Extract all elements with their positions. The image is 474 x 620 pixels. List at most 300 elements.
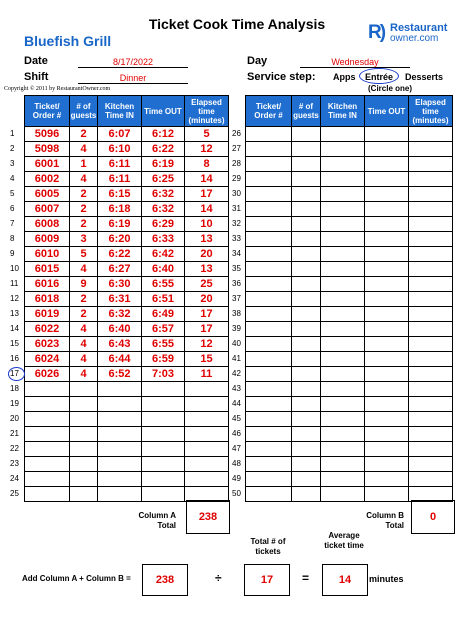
cell-empty[interactable] (409, 412, 453, 427)
cell-empty[interactable] (292, 442, 321, 457)
cell-empty[interactable] (409, 307, 453, 322)
cell-ticket[interactable]: 5098 (25, 142, 70, 157)
cell-elapsed[interactable]: 12 (185, 142, 229, 157)
cell-empty[interactable] (246, 172, 292, 187)
cell-guests[interactable]: 2 (70, 292, 98, 307)
cell-guests[interactable] (70, 427, 98, 442)
cell-elapsed[interactable] (185, 442, 229, 457)
cell-empty[interactable] (292, 142, 321, 157)
cell-out[interactable] (142, 412, 185, 427)
cell-elapsed[interactable]: 20 (185, 247, 229, 262)
cell-empty[interactable] (321, 412, 365, 427)
sum-box: 238 (142, 564, 188, 596)
cell-out[interactable]: 6:32 (142, 187, 185, 202)
row-number: 6 (10, 204, 15, 213)
cell-guests[interactable]: 1 (70, 157, 98, 172)
cell-empty[interactable] (409, 337, 453, 352)
cell-in[interactable]: 6:11 (98, 172, 142, 187)
cell-elapsed[interactable]: 20 (185, 292, 229, 307)
cell-empty[interactable] (365, 367, 409, 382)
cell-empty[interactable] (246, 202, 292, 217)
cell-in[interactable] (98, 457, 142, 472)
cell-empty[interactable] (246, 187, 292, 202)
cell-elapsed[interactable]: 14 (185, 202, 229, 217)
cell-in[interactable]: 6:44 (98, 352, 142, 367)
cell-empty[interactable] (321, 367, 365, 382)
cell-ticket[interactable]: 6015 (25, 262, 70, 277)
cell-empty[interactable] (321, 157, 365, 172)
cell-guests[interactable]: 4 (70, 262, 98, 277)
cell-ticket[interactable]: 6005 (25, 187, 70, 202)
cell-empty[interactable] (409, 442, 453, 457)
cell-out[interactable]: 6:12 (142, 127, 185, 142)
cell-empty[interactable] (321, 247, 365, 262)
row-number: 31 (232, 204, 241, 213)
business-name: Bluefish Grill (24, 33, 112, 49)
cell-in[interactable] (98, 397, 142, 412)
table-row (25, 172, 229, 187)
cell-ticket[interactable] (25, 472, 70, 487)
cell-in[interactable] (98, 487, 142, 502)
cell-out[interactable]: 6:51 (142, 292, 185, 307)
cell-elapsed[interactable]: 5 (185, 127, 229, 142)
cell-guests[interactable]: 4 (70, 172, 98, 187)
cell-empty[interactable] (321, 262, 365, 277)
table-row (25, 427, 229, 442)
cell-empty[interactable] (365, 397, 409, 412)
cell-empty[interactable] (246, 232, 292, 247)
cell-empty[interactable] (292, 127, 321, 142)
cell-empty[interactable] (292, 337, 321, 352)
row-number: 41 (232, 354, 241, 363)
cell-in[interactable] (98, 472, 142, 487)
cell-out[interactable]: 6:40 (142, 262, 185, 277)
cell-empty[interactable] (365, 232, 409, 247)
cell-out[interactable]: 6:25 (142, 172, 185, 187)
col-elapsed-header: Elapsed time (minutes) (185, 96, 229, 127)
average-time-box: 14 (322, 564, 368, 596)
cell-empty[interactable] (409, 427, 453, 442)
cell-out[interactable]: 6:55 (142, 337, 185, 352)
cell-empty[interactable] (246, 427, 292, 442)
row-number: 19 (10, 399, 19, 408)
cell-empty[interactable] (409, 457, 453, 472)
cell-in[interactable]: 6:11 (98, 157, 142, 172)
cell-out[interactable]: 6:22 (142, 142, 185, 157)
total-tickets-label: Total # of tickets (250, 537, 286, 556)
cell-out[interactable]: 7:03 (142, 367, 185, 382)
cell-elapsed[interactable]: 11 (185, 367, 229, 382)
cell-out[interactable] (142, 382, 185, 397)
cell-empty[interactable] (409, 172, 453, 187)
cell-guests[interactable] (70, 397, 98, 412)
cell-ticket[interactable] (25, 427, 70, 442)
cell-elapsed[interactable] (185, 472, 229, 487)
cell-empty[interactable] (246, 157, 292, 172)
cell-empty[interactable] (292, 472, 321, 487)
cell-ticket[interactable]: 6023 (25, 337, 70, 352)
cell-elapsed[interactable]: 13 (185, 232, 229, 247)
cell-guests[interactable]: 4 (70, 322, 98, 337)
cell-empty[interactable] (365, 277, 409, 292)
row-number: 4 (10, 174, 15, 183)
row-number: 16 (10, 354, 19, 363)
cell-empty[interactable] (292, 367, 321, 382)
cell-empty[interactable] (365, 157, 409, 172)
cell-ticket[interactable]: 6024 (25, 352, 70, 367)
cell-empty[interactable] (365, 127, 409, 142)
cell-empty[interactable] (321, 442, 365, 457)
cell-ticket[interactable] (25, 457, 70, 472)
cell-in[interactable]: 6:15 (98, 187, 142, 202)
service-option-apps[interactable]: Apps (333, 72, 356, 82)
cell-guests[interactable] (70, 457, 98, 472)
cell-guests[interactable]: 4 (70, 367, 98, 382)
col-in-header: Kitchen Time IN (98, 96, 142, 127)
day-label: Day (247, 55, 268, 67)
cell-empty[interactable] (409, 352, 453, 367)
cell-empty[interactable] (409, 187, 453, 202)
cell-out[interactable]: 6:29 (142, 217, 185, 232)
cell-out[interactable]: 6:33 (142, 232, 185, 247)
cell-empty[interactable] (365, 322, 409, 337)
cell-empty[interactable] (246, 487, 292, 502)
cell-elapsed[interactable]: 12 (185, 337, 229, 352)
cell-elapsed[interactable]: 8 (185, 157, 229, 172)
cell-ticket[interactable]: 6018 (25, 292, 70, 307)
cell-out[interactable] (142, 442, 185, 457)
cell-elapsed[interactable]: 25 (185, 277, 229, 292)
cell-empty[interactable] (292, 292, 321, 307)
cell-empty[interactable] (321, 427, 365, 442)
cell-empty[interactable] (365, 262, 409, 277)
cell-out[interactable]: 6:32 (142, 202, 185, 217)
cell-empty[interactable] (365, 487, 409, 502)
cell-empty[interactable] (409, 202, 453, 217)
cell-empty[interactable] (365, 217, 409, 232)
cell-empty[interactable] (292, 397, 321, 412)
row-number: 5 (10, 189, 15, 198)
cell-out[interactable]: 6:57 (142, 322, 185, 337)
cell-empty[interactable] (409, 127, 453, 142)
cell-empty[interactable] (409, 262, 453, 277)
copyright: Copyright © 2011 by RestaurantOwner.com (4, 86, 111, 92)
cell-guests[interactable]: 2 (70, 217, 98, 232)
cell-elapsed[interactable]: 10 (185, 217, 229, 232)
cell-empty[interactable] (321, 457, 365, 472)
cell-empty[interactable] (292, 487, 321, 502)
cell-in[interactable]: 6:43 (98, 337, 142, 352)
cell-empty[interactable] (365, 292, 409, 307)
cell-empty[interactable] (409, 142, 453, 157)
cell-elapsed[interactable]: 14 (185, 172, 229, 187)
cell-guests[interactable] (70, 487, 98, 502)
cell-empty[interactable] (292, 172, 321, 187)
cell-in[interactable]: 6:20 (98, 232, 142, 247)
cell-out[interactable]: 6:55 (142, 277, 185, 292)
cell-empty[interactable] (246, 322, 292, 337)
cell-empty[interactable] (246, 352, 292, 367)
row-number: 20 (10, 414, 19, 423)
cell-guests[interactable]: 4 (70, 142, 98, 157)
cell-empty[interactable] (246, 142, 292, 157)
row-number: 24 (10, 474, 19, 483)
logo-mark: R) (368, 22, 385, 43)
table-row (246, 217, 453, 232)
cell-out[interactable] (142, 427, 185, 442)
cell-ticket[interactable]: 6009 (25, 232, 70, 247)
cell-in[interactable]: 6:10 (98, 142, 142, 157)
shift-label: Shift (24, 71, 49, 83)
cell-empty[interactable] (365, 427, 409, 442)
cell-out[interactable]: 6:49 (142, 307, 185, 322)
cell-empty[interactable] (292, 322, 321, 337)
row-number: 47 (232, 444, 241, 453)
cell-guests[interactable]: 2 (70, 127, 98, 142)
cell-guests[interactable]: 9 (70, 277, 98, 292)
cell-in[interactable]: 6:31 (98, 292, 142, 307)
cell-empty[interactable] (292, 217, 321, 232)
row-number: 10 (10, 264, 19, 273)
cell-in[interactable] (98, 382, 142, 397)
cell-elapsed[interactable] (185, 397, 229, 412)
cell-empty[interactable] (409, 217, 453, 232)
cell-in[interactable]: 6:19 (98, 217, 142, 232)
cell-empty[interactable] (409, 247, 453, 262)
cell-empty[interactable] (246, 337, 292, 352)
cell-guests[interactable] (70, 442, 98, 457)
cell-empty[interactable] (409, 292, 453, 307)
cell-elapsed[interactable]: 13 (185, 262, 229, 277)
cell-ticket[interactable]: 6026 (25, 367, 70, 382)
cell-empty[interactable] (292, 277, 321, 292)
cell-empty[interactable] (409, 232, 453, 247)
cell-guests[interactable]: 3 (70, 232, 98, 247)
cell-out[interactable]: 6:19 (142, 157, 185, 172)
cell-empty[interactable] (365, 247, 409, 262)
cell-ticket[interactable]: 5096 (25, 127, 70, 142)
cell-empty[interactable] (409, 322, 453, 337)
col-guests-header: # of guests (70, 96, 98, 127)
cell-empty[interactable] (246, 382, 292, 397)
cell-empty[interactable] (365, 307, 409, 322)
cell-in[interactable]: 6:22 (98, 247, 142, 262)
cell-empty[interactable] (246, 307, 292, 322)
cell-ticket[interactable]: 6010 (25, 247, 70, 262)
table-row (246, 472, 453, 487)
cell-empty[interactable] (365, 337, 409, 352)
cell-empty[interactable] (321, 472, 365, 487)
table-row (246, 277, 453, 292)
cell-out[interactable] (142, 472, 185, 487)
cell-empty[interactable] (321, 142, 365, 157)
cell-ticket[interactable] (25, 487, 70, 502)
minutes-label: minutes (369, 574, 404, 584)
cell-guests[interactable] (70, 412, 98, 427)
cell-guests[interactable]: 2 (70, 187, 98, 202)
table-row (246, 382, 453, 397)
cell-empty[interactable] (292, 457, 321, 472)
restaurant-owner-logo (368, 22, 468, 46)
cell-empty[interactable] (321, 382, 365, 397)
table-row (246, 247, 453, 262)
cell-empty[interactable] (292, 202, 321, 217)
cell-empty[interactable] (321, 397, 365, 412)
cell-ticket[interactable]: 6008 (25, 217, 70, 232)
row-number: 39 (232, 324, 241, 333)
cell-empty[interactable] (409, 157, 453, 172)
table-row (246, 202, 453, 217)
cell-empty[interactable] (365, 352, 409, 367)
cell-in[interactable]: 6:30 (98, 277, 142, 292)
cell-empty[interactable] (292, 247, 321, 262)
cell-empty[interactable] (365, 187, 409, 202)
cell-ticket[interactable] (25, 382, 70, 397)
cell-empty[interactable] (321, 487, 365, 502)
cell-out[interactable] (142, 457, 185, 472)
cell-empty[interactable] (246, 127, 292, 142)
cell-in[interactable]: 6:32 (98, 307, 142, 322)
cell-empty[interactable] (292, 157, 321, 172)
cell-guests[interactable]: 5 (70, 247, 98, 262)
cell-empty[interactable] (292, 187, 321, 202)
cell-empty[interactable] (246, 217, 292, 232)
cell-elapsed[interactable]: 17 (185, 307, 229, 322)
cell-empty[interactable] (246, 472, 292, 487)
cell-empty[interactable] (246, 397, 292, 412)
cell-empty[interactable] (292, 307, 321, 322)
row-number: 14 (10, 324, 19, 333)
cell-empty[interactable] (321, 187, 365, 202)
cell-ticket[interactable] (25, 442, 70, 457)
row-number: 36 (232, 279, 241, 288)
cell-empty[interactable] (365, 472, 409, 487)
cell-guests[interactable]: 2 (70, 307, 98, 322)
cell-empty[interactable] (321, 292, 365, 307)
cell-in[interactable]: 6:52 (98, 367, 142, 382)
row-number: 28 (232, 159, 241, 168)
table-row (25, 277, 229, 292)
cell-elapsed[interactable] (185, 427, 229, 442)
cell-empty[interactable] (409, 397, 453, 412)
cell-empty[interactable] (321, 172, 365, 187)
table-row (246, 262, 453, 277)
cell-in[interactable]: 6:07 (98, 127, 142, 142)
cell-empty[interactable] (292, 352, 321, 367)
cell-empty[interactable] (321, 127, 365, 142)
cell-guests[interactable]: 4 (70, 337, 98, 352)
cell-empty[interactable] (365, 202, 409, 217)
cell-ticket[interactable]: 6002 (25, 172, 70, 187)
cell-elapsed[interactable]: 17 (185, 322, 229, 337)
selected-service-circle (359, 68, 399, 84)
cell-empty[interactable] (409, 367, 453, 382)
cell-guests[interactable] (70, 472, 98, 487)
cell-ticket[interactable] (25, 412, 70, 427)
cell-empty[interactable] (321, 217, 365, 232)
cell-empty[interactable] (365, 382, 409, 397)
cell-empty[interactable] (292, 427, 321, 442)
cell-guests[interactable]: 2 (70, 202, 98, 217)
cell-out[interactable] (142, 487, 185, 502)
cell-empty[interactable] (365, 412, 409, 427)
row-number: 18 (10, 384, 19, 393)
cell-empty[interactable] (246, 247, 292, 262)
cell-out[interactable]: 6:42 (142, 247, 185, 262)
cell-empty[interactable] (365, 142, 409, 157)
cell-empty[interactable] (321, 322, 365, 337)
cell-empty[interactable] (246, 457, 292, 472)
day-value[interactable]: Wednesday (300, 57, 410, 68)
table-row (25, 382, 229, 397)
cell-elapsed[interactable] (185, 412, 229, 427)
cell-empty[interactable] (292, 232, 321, 247)
cell-empty[interactable] (321, 277, 365, 292)
cell-elapsed[interactable]: 15 (185, 352, 229, 367)
cell-empty[interactable] (246, 262, 292, 277)
cell-elapsed[interactable]: 17 (185, 187, 229, 202)
cell-empty[interactable] (321, 337, 365, 352)
cell-in[interactable] (98, 427, 142, 442)
cell-empty[interactable] (246, 412, 292, 427)
date-value[interactable]: 8/17/2022 (78, 57, 188, 68)
cell-empty[interactable] (365, 172, 409, 187)
cell-in[interactable]: 6:18 (98, 202, 142, 217)
cell-empty[interactable] (409, 277, 453, 292)
cell-guests[interactable]: 4 (70, 352, 98, 367)
cell-ticket[interactable]: 6019 (25, 307, 70, 322)
cell-guests[interactable] (70, 382, 98, 397)
cell-in[interactable]: 6:27 (98, 262, 142, 277)
cell-out[interactable] (142, 397, 185, 412)
cell-ticket[interactable]: 6022 (25, 322, 70, 337)
cell-in[interactable] (98, 442, 142, 457)
col-out-header: Time OUT (142, 96, 185, 127)
col-guests-header: # of guests (292, 96, 321, 127)
cell-empty[interactable] (246, 277, 292, 292)
table-row (246, 172, 453, 187)
cell-empty[interactable] (365, 442, 409, 457)
cell-empty[interactable] (409, 382, 453, 397)
cell-out[interactable]: 6:59 (142, 352, 185, 367)
cell-in[interactable]: 6:40 (98, 322, 142, 337)
cell-ticket[interactable]: 6016 (25, 277, 70, 292)
cell-empty[interactable] (321, 307, 365, 322)
cell-empty[interactable] (246, 442, 292, 457)
service-option-entree[interactable]: Entrée (365, 72, 394, 82)
cell-empty[interactable] (365, 457, 409, 472)
cell-empty[interactable] (321, 232, 365, 247)
cell-empty[interactable] (409, 472, 453, 487)
cell-ticket[interactable]: 6001 (25, 157, 70, 172)
cell-empty[interactable] (292, 382, 321, 397)
cell-ticket[interactable]: 6007 (25, 202, 70, 217)
cell-elapsed[interactable] (185, 457, 229, 472)
cell-empty[interactable] (321, 352, 365, 367)
shift-value[interactable]: Dinner (78, 73, 188, 84)
cell-elapsed[interactable] (185, 382, 229, 397)
cell-ticket[interactable] (25, 397, 70, 412)
cell-empty[interactable] (246, 292, 292, 307)
table-row (25, 217, 229, 232)
column-b-total-box: 0 (411, 500, 455, 534)
cell-empty[interactable] (292, 262, 321, 277)
cell-empty[interactable] (321, 202, 365, 217)
service-option-desserts[interactable]: Desserts (405, 72, 444, 82)
cell-empty[interactable] (246, 367, 292, 382)
cell-empty[interactable] (292, 412, 321, 427)
cell-in[interactable] (98, 412, 142, 427)
